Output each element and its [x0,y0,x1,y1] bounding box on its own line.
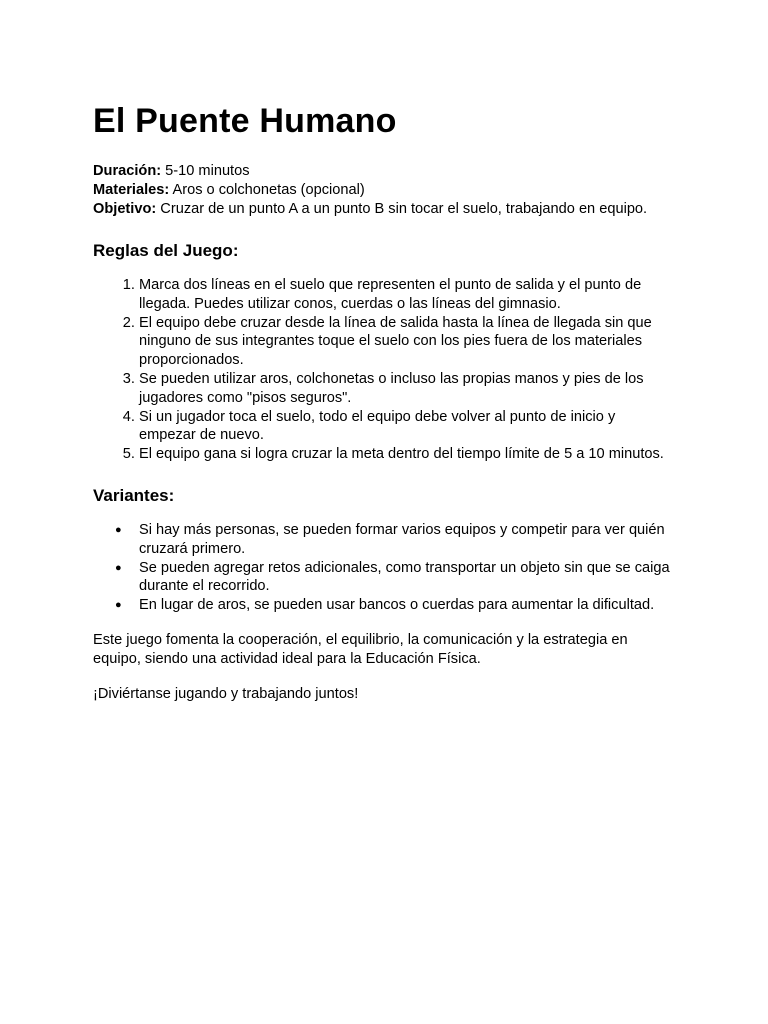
duration-value: 5-10 minutos [161,163,250,179]
variants-heading: Variantes: [93,485,175,505]
materials-line [93,181,673,200]
objective-label: Objetivo: [93,201,157,217]
materials-value: Aros o colchonetas (opcional) [169,182,365,198]
materials-label: Materiales: [93,182,170,198]
document-title: El Puente Humano [93,102,397,140]
rule-item: 3. Se pueden utilizar aros, colchonetas o incluso las propias manos y pies de los jugadores como "pisos seguros". [139,370,673,408]
rules-list [93,276,673,464]
rule-item: 2. El equipo debe cruzar desde la línea de salida hasta la línea de llegada sin que ninguno de sus integrantes toque el suelo con los pies fuera de los materiales proporcionados. [139,314,673,370]
game-metadata [93,162,673,219]
variant-item: ● En lugar de aros, se pueden usar bancos o cuerdas para aumentar la dificultad. [139,596,673,615]
variants-list [93,521,673,615]
conclusion-paragraph: Este juego fomenta la cooperación, el equilibrio, la comunicación y la estrategia en equipo, siendo una actividad ideal para la Educación Física. [93,631,628,667]
rule-item: 1. Marca dos líneas en el suelo que representen el punto de salida y el punto de llegada. Puedes utilizar conos, cuerdas o las líneas del gimnasio. [139,276,673,314]
duration-label: Duración: [93,163,162,179]
rule-item: 4. Si un jugador toca el suelo, todo el equipo debe volver al punto de inicio y empezar de nuevo. [139,408,673,446]
variant-item: ● Si hay más personas, se pueden formar varios equipos y competir para ver quién cruzará primero. [139,521,673,559]
objective-line [93,200,673,219]
variant-item: ● Se pueden agregar retos adicionales, como transportar un objeto sin que se caiga durante el recorrido. [139,559,673,597]
objective-value: Cruzar de un punto A a un punto B sin tocar el suelo, trabajando en equipo. [156,201,648,217]
document-page [93,100,673,703]
rules-heading: Reglas del Juego: [93,241,239,260]
duration-line [93,162,673,181]
rule-item: 5. El equipo gana si logra cruzar la meta dentro del tiempo límite de 5 a 10 minutos. [139,445,673,464]
closing-line: ¡Diviértanse jugando y trabajando juntos! [93,685,359,702]
